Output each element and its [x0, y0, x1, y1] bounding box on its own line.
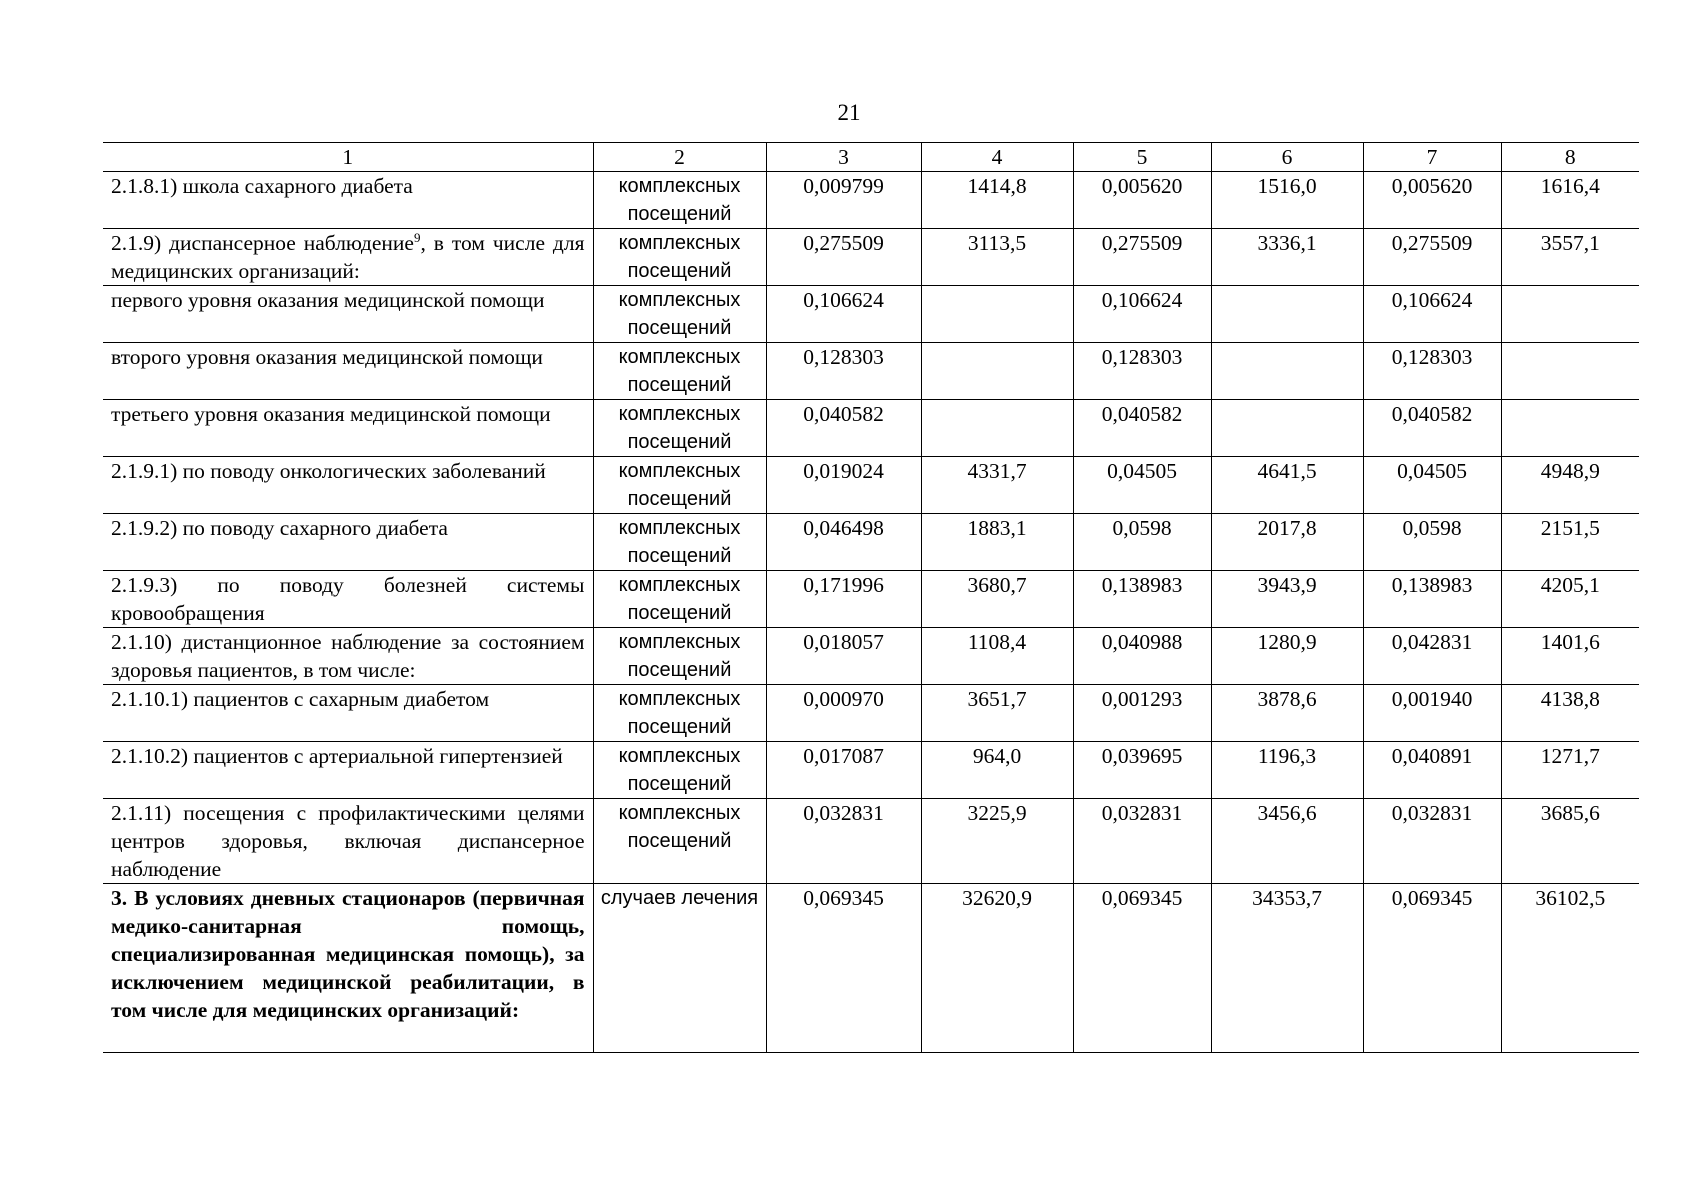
value-cell: 0,032831 — [766, 799, 921, 884]
value-cell: 0,069345 — [1073, 884, 1211, 1053]
value-cell: 3113,5 — [921, 229, 1073, 286]
unit-cell: комплексных посещений — [593, 628, 766, 685]
value-cell: 0,275509 — [1073, 229, 1211, 286]
value-cell: 0,0598 — [1363, 514, 1501, 571]
value-cell: 0,018057 — [766, 628, 921, 685]
value-cell: 0,000970 — [766, 685, 921, 742]
unit-cell: случаев лечения — [593, 884, 766, 1053]
unit-cell: комплексных посещений — [593, 514, 766, 571]
table-row — [103, 229, 1639, 286]
row-name-part: , в том числе для медицинских организаций: — [111, 231, 585, 283]
value-cell: 3336,1 — [1211, 229, 1363, 286]
value-cell — [1501, 286, 1639, 343]
column-header: 6 — [1211, 143, 1363, 172]
value-cell: 4205,1 — [1501, 571, 1639, 628]
value-cell: 0,138983 — [1073, 571, 1211, 628]
value-cell: 0,040582 — [766, 400, 921, 457]
value-cell: 1271,7 — [1501, 742, 1639, 799]
value-cell: 0,106624 — [1363, 286, 1501, 343]
value-cell: 0,005620 — [1363, 172, 1501, 229]
row-name-cell: 2.1.9.2) по поводу сахарного диабета — [111, 516, 448, 540]
unit-cell: комплексных посещений — [593, 799, 766, 884]
value-cell: 32620,9 — [921, 884, 1073, 1053]
row-name-cell: 2.1.10) дистанционное наблюдение за состоянием здоровья пациентов, в том числе: — [111, 630, 585, 682]
value-cell: 3225,9 — [921, 799, 1073, 884]
row-name-cell: 2.1.9.3) по поводу болезней системы кровообращения — [111, 573, 585, 625]
column-header: 7 — [1363, 143, 1501, 172]
value-cell — [1501, 343, 1639, 400]
value-cell: 0,069345 — [766, 884, 921, 1053]
value-cell: 3456,6 — [1211, 799, 1363, 884]
value-cell: 0,069345 — [1363, 884, 1501, 1053]
value-cell — [1211, 286, 1363, 343]
value-cell: 1108,4 — [921, 628, 1073, 685]
unit-cell: комплексных посещений — [593, 571, 766, 628]
unit-cell: комплексных посещений — [593, 685, 766, 742]
value-cell: 1616,4 — [1501, 172, 1639, 229]
data-table — [103, 142, 1639, 1053]
value-cell: 0,138983 — [1363, 571, 1501, 628]
value-cell: 4138,8 — [1501, 685, 1639, 742]
footnote-marker: 9 — [413, 229, 421, 245]
value-cell: 0,032831 — [1073, 799, 1211, 884]
value-cell: 3680,7 — [921, 571, 1073, 628]
value-cell: 4641,5 — [1211, 457, 1363, 514]
page-number: 21 — [837, 100, 861, 125]
value-cell — [921, 400, 1073, 457]
table-row — [103, 400, 1639, 457]
column-header: 3 — [766, 143, 921, 172]
value-cell: 1883,1 — [921, 514, 1073, 571]
value-cell: 0,106624 — [1073, 286, 1211, 343]
unit-cell: комплексных посещений — [593, 400, 766, 457]
row-name-part: 2.1.9) диспансерное наблюдение — [111, 231, 414, 255]
table-row — [103, 799, 1639, 884]
value-cell: 1516,0 — [1211, 172, 1363, 229]
value-cell — [1211, 343, 1363, 400]
value-cell: 0,275509 — [766, 229, 921, 286]
value-cell: 0,040582 — [1073, 400, 1211, 457]
value-cell: 0,106624 — [766, 286, 921, 343]
value-cell: 3685,6 — [1501, 799, 1639, 884]
value-cell: 0,128303 — [766, 343, 921, 400]
row-name-cell: второго уровня оказания медицинской помощи — [111, 345, 543, 369]
value-cell — [1211, 400, 1363, 457]
value-cell: 2017,8 — [1211, 514, 1363, 571]
value-cell: 0,009799 — [766, 172, 921, 229]
value-cell: 0,042831 — [1363, 628, 1501, 685]
table-row — [103, 742, 1639, 799]
value-cell: 3943,9 — [1211, 571, 1363, 628]
value-cell — [921, 343, 1073, 400]
column-header: 2 — [593, 143, 766, 172]
value-cell — [1501, 400, 1639, 457]
value-cell: 0,046498 — [766, 514, 921, 571]
value-cell: 0,032831 — [1363, 799, 1501, 884]
table-row — [103, 571, 1639, 628]
value-cell: 0,039695 — [1073, 742, 1211, 799]
unit-cell: комплексных посещений — [593, 343, 766, 400]
table-row — [103, 514, 1639, 571]
value-cell: 4331,7 — [921, 457, 1073, 514]
unit-cell: комплексных посещений — [593, 286, 766, 343]
value-cell: 4948,9 — [1501, 457, 1639, 514]
column-header: 4 — [921, 143, 1073, 172]
column-header: 5 — [1073, 143, 1211, 172]
row-name-cell: 2.1.10.1) пациентов с сахарным диабетом — [111, 687, 490, 711]
row-name-cell: первого уровня оказания медицинской помощи — [111, 288, 545, 312]
value-cell: 0,040988 — [1073, 628, 1211, 685]
table-row — [103, 628, 1639, 685]
column-header: 8 — [1501, 143, 1639, 172]
value-cell: 0,128303 — [1363, 343, 1501, 400]
value-cell: 34353,7 — [1211, 884, 1363, 1053]
value-cell: 0,04505 — [1363, 457, 1501, 514]
row-name-cell: третьего уровня оказания медицинской помощи — [111, 402, 551, 426]
value-cell: 0,040582 — [1363, 400, 1501, 457]
row-name-cell: 2.1.11) посещения с профилактическими целями центров здоровья, включая диспансерное наблюдение — [111, 801, 585, 881]
value-cell: 0,128303 — [1073, 343, 1211, 400]
unit-cell: комплексных посещений — [593, 742, 766, 799]
value-cell: 1414,8 — [921, 172, 1073, 229]
value-cell: 3651,7 — [921, 685, 1073, 742]
unit-cell: комплексных посещений — [593, 457, 766, 514]
value-cell: 964,0 — [921, 742, 1073, 799]
value-cell: 0,019024 — [766, 457, 921, 514]
value-cell — [921, 286, 1073, 343]
value-cell: 0,04505 — [1073, 457, 1211, 514]
value-cell: 3878,6 — [1211, 685, 1363, 742]
table-header-row — [103, 143, 1639, 172]
row-name-cell: 2.1.10.2) пациентов с артериальной гипертензией — [111, 744, 563, 768]
value-cell: 0,017087 — [766, 742, 921, 799]
value-cell: 0,040891 — [1363, 742, 1501, 799]
table-row — [103, 286, 1639, 343]
table-row — [103, 457, 1639, 514]
value-cell: 1280,9 — [1211, 628, 1363, 685]
table-row — [103, 172, 1639, 229]
value-cell: 36102,5 — [1501, 884, 1639, 1053]
table-row — [103, 343, 1639, 400]
table-row — [103, 685, 1639, 742]
value-cell: 0,001940 — [1363, 685, 1501, 742]
row-name-cell: 2.1.8.1) школа сахарного диабета — [111, 174, 413, 198]
value-cell: 0,0598 — [1073, 514, 1211, 571]
unit-cell: комплексных посещений — [593, 172, 766, 229]
row-name-cell — [103, 229, 593, 286]
value-cell: 2151,5 — [1501, 514, 1639, 571]
value-cell: 0,171996 — [766, 571, 921, 628]
value-cell: 0,001293 — [1073, 685, 1211, 742]
section-heading-cell: 3. В условиях дневных стационаров (первичная медико-санитарная помощь, специализированная медицинская помощь), за исключением медицинской реабилитации, в том числе для медицинских организаций: — [111, 886, 585, 1022]
table-row — [103, 884, 1639, 1053]
value-cell: 0,275509 — [1363, 229, 1501, 286]
unit-cell: комплексных посещений — [593, 229, 766, 286]
column-header: 1 — [342, 145, 354, 169]
value-cell: 1401,6 — [1501, 628, 1639, 685]
value-cell: 0,005620 — [1073, 172, 1211, 229]
row-name-cell: 2.1.9.1) по поводу онкологических заболеваний — [111, 459, 546, 483]
value-cell: 1196,3 — [1211, 742, 1363, 799]
value-cell: 3557,1 — [1501, 229, 1639, 286]
